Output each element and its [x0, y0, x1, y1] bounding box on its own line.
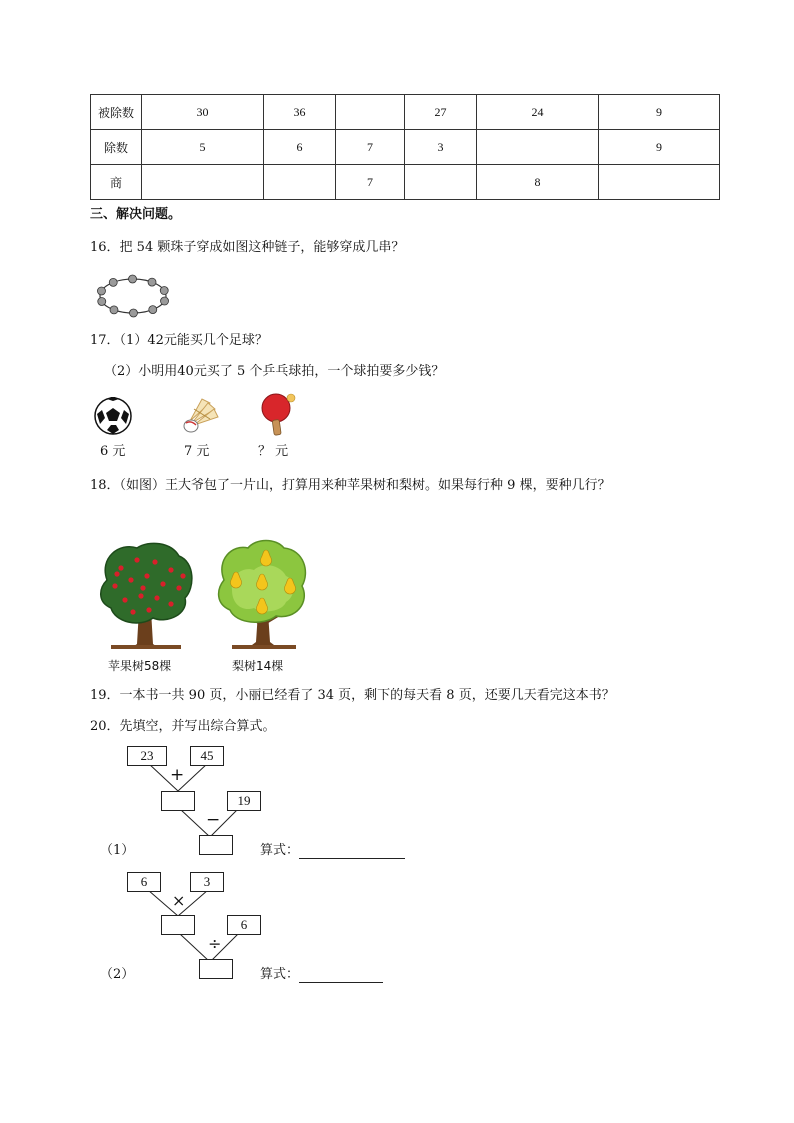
apple	[140, 585, 145, 590]
table-cell[interactable]: 30	[142, 95, 264, 130]
table-cell[interactable]	[142, 165, 264, 200]
apple	[122, 597, 127, 602]
apple	[134, 557, 139, 562]
operand-box-b: 45	[190, 746, 224, 766]
apple	[154, 595, 159, 600]
ping-pong-paddle-icon	[258, 392, 298, 438]
table-row-divisor	[91, 130, 720, 165]
question-18: 18．（如图）王大爷包了一片山，打算用来种苹果树和梨树。如果每行种 9 棵，要种几行？	[90, 478, 611, 493]
answer-box-intermediate[interactable]	[161, 915, 195, 935]
apple	[152, 559, 157, 564]
apple	[168, 601, 173, 606]
pear-tree-image	[212, 536, 312, 654]
table-cell[interactable]: 9	[599, 95, 720, 130]
operand-box-a: 6	[127, 872, 161, 892]
table-cell[interactable]: 8	[477, 165, 599, 200]
answer-box-intermediate[interactable]	[161, 791, 195, 811]
bead	[160, 287, 168, 295]
apple	[168, 567, 173, 572]
part-1-label: （1）	[100, 843, 135, 858]
row-header: 被除数	[91, 95, 142, 130]
bead	[149, 306, 157, 314]
apple-tree-caption: 苹果树58棵	[108, 659, 172, 673]
table-cell[interactable]	[405, 165, 477, 200]
row-header: 商	[91, 165, 142, 200]
apple	[144, 573, 149, 578]
soccer-ball-price: 6 元	[100, 444, 126, 459]
apple	[118, 565, 123, 570]
divide-operator: ÷	[208, 934, 222, 953]
operand-box-c: 19	[227, 791, 261, 811]
operand-box-a: 23	[127, 746, 167, 766]
pear-tree-caption: 梨树14棵	[232, 659, 284, 673]
division-table	[90, 94, 720, 200]
apple	[130, 609, 135, 614]
row-header: 除数	[91, 130, 142, 165]
table-cell[interactable]: 9	[599, 130, 720, 165]
formula-line-1	[260, 843, 405, 859]
bead	[110, 306, 118, 314]
formula-answer-line[interactable]	[299, 844, 405, 859]
table-cell[interactable]: 3	[405, 130, 477, 165]
bead	[161, 297, 169, 305]
table-cell[interactable]: 36	[264, 95, 336, 130]
shuttlecock-icon	[180, 395, 222, 435]
apple	[146, 607, 151, 612]
apple	[176, 585, 181, 590]
table-row-quotient	[91, 165, 720, 200]
minus-operator: −	[206, 810, 221, 830]
bead	[109, 278, 117, 286]
paddle-price: ？ 元	[258, 444, 289, 459]
plus-operator: +	[170, 765, 185, 785]
table-cell[interactable]: 24	[477, 95, 599, 130]
question-20: 20．先填空，并写出综合算式。	[90, 719, 276, 734]
question-17-part-2: （2）小明用40元买了 5 个乒乓球拍，一个球拍要多少钱？	[104, 364, 445, 379]
bead	[98, 297, 106, 305]
question-17-part-1: 17．（1）42元能买几个足球？	[90, 333, 268, 348]
multiply-operator: ×	[172, 891, 186, 910]
answer-box-final[interactable]	[199, 959, 233, 979]
bead	[129, 309, 137, 317]
table-cell[interactable]	[477, 130, 599, 165]
apple-tree-image	[97, 540, 195, 652]
table-cell[interactable]: 7	[336, 165, 405, 200]
formula-answer-line[interactable]	[299, 968, 383, 983]
bead	[97, 287, 105, 295]
apple	[160, 581, 165, 586]
soccer-ball-icon	[93, 396, 133, 436]
table-row-dividend	[91, 95, 720, 130]
table-cell[interactable]: 7	[336, 130, 405, 165]
table-cell[interactable]: 5	[142, 130, 264, 165]
formula-line-2	[260, 967, 383, 983]
bead-necklace-image	[90, 270, 180, 322]
bead	[129, 275, 137, 283]
table-cell[interactable]: 27	[405, 95, 477, 130]
table-cell[interactable]	[336, 95, 405, 130]
formula-label: 算式：	[260, 967, 300, 982]
table-cell[interactable]	[599, 165, 720, 200]
apple	[138, 593, 143, 598]
apple	[112, 583, 117, 588]
bead	[148, 278, 156, 286]
table-cell[interactable]: 6	[264, 130, 336, 165]
operand-box-c: 6	[227, 915, 261, 935]
table-cell[interactable]	[264, 165, 336, 200]
question-19: 19．一本书一共 90 页，小丽已经看了 34 页，剩下的每天看 8 页，还要几天看完这本书？	[90, 688, 615, 703]
section-title: 三、解决问题。	[90, 207, 182, 222]
question-16: 16．把 54 颗珠子穿成如图这种链子，能够穿成几串？	[90, 240, 405, 255]
part-2-label: （2）	[100, 967, 135, 982]
operand-box-b: 3	[190, 872, 224, 892]
formula-label: 算式：	[260, 843, 300, 858]
shuttlecock-price: 7 元	[184, 444, 210, 459]
answer-box-final[interactable]	[199, 835, 233, 855]
apple	[128, 577, 133, 582]
apple	[180, 573, 185, 578]
apple	[114, 571, 119, 576]
